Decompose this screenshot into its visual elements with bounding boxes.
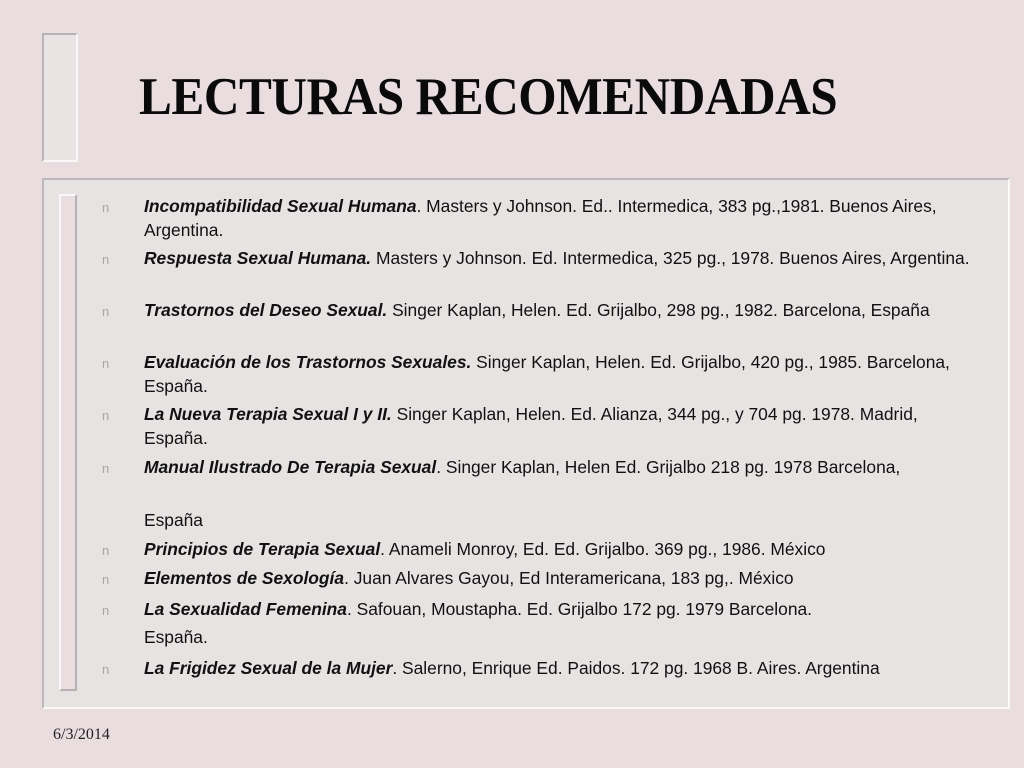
bullet-icon: n [102,356,110,371]
reference-details: Singer Kaplan, Helen. Ed. Grijalbo, 420 pg., 1985. Barcelona, España. [144,352,950,396]
reference-details: Singer Kaplan, Helen. Ed. Grijalbo, 298 pg., 1982. Barcelona, España [387,300,930,320]
reference-details: Masters y Johnson. Ed. Intermedica, 325 pg., 1978. Buenos Aires, Argentina. [371,248,970,268]
bullet-icon: n [102,252,110,267]
reference-title: Respuesta Sexual Humana. [144,248,372,268]
content-accent-bar [59,194,77,691]
reference-title: Trastornos del Deseo Sexual. [144,300,388,320]
reference-continuation: España. [144,627,208,647]
reference-title: La Frigidez Sexual de la Mujer [144,658,393,678]
reference-title: La Sexualidad Femenina [144,599,347,619]
reference-text [144,247,974,271]
reference-title: Elementos de Sexología [144,568,345,588]
bullet-icon: n [102,461,110,476]
reference-details: Singer Kaplan, Helen. Ed. Alianza, 344 pg., y 704 pg. 1978. Madrid, España. [144,404,918,448]
title-accent-bar [42,33,78,162]
reference-title: La Nueva Terapia Sexual I y II. [144,404,392,424]
reference-text [144,195,974,242]
reference-text [144,538,974,562]
reference-text [144,657,924,681]
content-box [42,178,1010,709]
bullet-icon: n [102,200,110,215]
reference-details: . Safouan, Moustapha. Ed. Grijalbo 172 pg. 1979 Barcelona. [346,599,812,619]
bullet-icon: n [102,603,110,618]
slide-title: LECTURAS RECOMENDADAS [139,68,838,126]
bullet-icon: n [102,662,110,677]
reference-text [144,456,934,480]
reference-title: Incompatibilidad Sexual Humana [144,196,417,216]
bullet-icon: n [102,304,110,319]
bullet-icon: n [102,572,110,587]
reference-title: Principios de Terapia Sexual [144,539,381,559]
reference-details: . Anameli Monroy, Ed. Ed. Grijalbo. 369 pg., 1986. México [380,539,826,559]
reference-details: . Salerno, Enrique Ed. Paidos. 172 pg. 1968 B. Aires. Argentina [392,658,880,678]
reference-text [144,403,974,450]
reference-details: . Juan Alvares Gayou, Ed Interamericana, 183 pg,. México [344,568,794,588]
reference-text [144,351,974,398]
reference-details: . Masters y Johnson. Ed.. Intermedica, 383 pg.,1981. Buenos Aires, Argentina. [144,196,937,240]
reference-details: . Singer Kaplan, Helen Ed. Grijalbo 218 pg. 1978 Barcelona, [436,457,901,477]
reference-text [144,567,974,591]
reference-text [144,299,974,323]
reference-title: Evaluación de los Trastornos Sexuales. [144,352,472,372]
bullet-icon: n [102,408,110,423]
reference-title: Manual Ilustrado De Terapia Sexual [144,457,437,477]
reference-continuation: España [144,510,203,530]
reference-text [144,598,974,622]
footer-date: 6/3/2014 [53,726,110,743]
bullet-icon: n [102,543,110,558]
